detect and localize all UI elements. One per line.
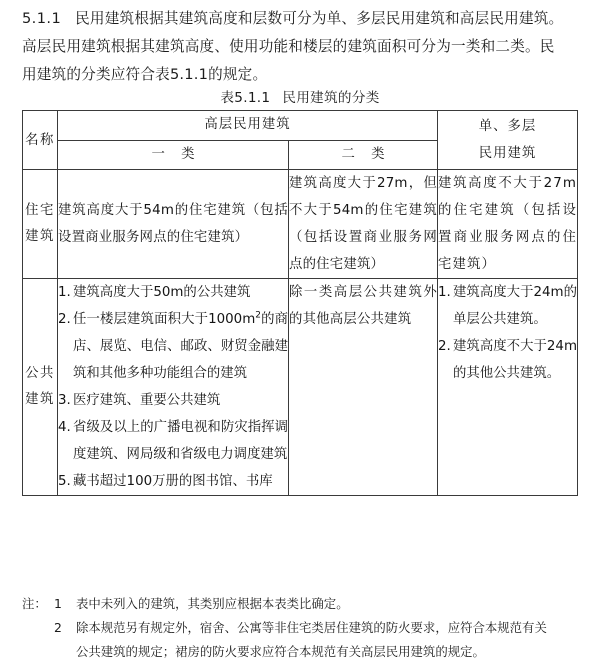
clause-number: 5.1.1: [22, 10, 62, 27]
cell-public-class-two-text: 除一类高层公共建筑外的其他高层公共建筑: [289, 285, 437, 327]
clause-text-2: 高层民用建筑根据其建筑高度、使用功能和楼层的建筑面积可分为一类和二类。民: [22, 38, 555, 55]
header-highrise: 高层民用建筑: [58, 111, 438, 141]
clause-line-1: [22, 6, 578, 32]
header-class-one: 一 类: [58, 140, 289, 170]
note-text-2-line2: 公共建筑的规定；裙房的防火要求应符合本规范有关高层民用建筑的规定。: [76, 644, 485, 659]
note-item-1: [22, 592, 578, 616]
cell-public-class-one: [58, 279, 289, 496]
classification-table: [22, 110, 578, 496]
header-lowrise-line1: 单、多层: [478, 119, 537, 134]
header-lowrise: [438, 111, 578, 170]
header-name: 名称: [23, 111, 58, 170]
row-name-residential-line1: 住宅: [25, 203, 55, 218]
note-index-2: 2: [54, 620, 62, 635]
cell-residential-class-one: [58, 170, 289, 279]
cell-residential-class-two: [289, 170, 438, 279]
list-item: 2. 任一楼层建筑面积大于$1000m^2$的商店、展览、电信、邮政、财贸金融建筑和其他多种功能组合的建筑: [58, 310, 289, 381]
classification-table-wrapper: [22, 110, 578, 496]
cell-residential-lowrise: [438, 170, 578, 279]
notes-label: 注：: [22, 596, 47, 611]
row-name-public-line1: 公共: [25, 366, 55, 381]
list-item: 2. 建筑高度不大于24m的其他公共建筑。: [438, 339, 577, 381]
row-name-residential: [23, 170, 58, 279]
table-header-row-1: [23, 111, 578, 141]
clause-line-2: [22, 34, 578, 60]
cell-residential-lowrise-text: 建筑高度不大于27m的住宅建筑（包括设置商业服务网点的住宅建筑）: [438, 176, 577, 272]
row-name-residential-line2: 建筑: [25, 229, 55, 244]
list-item-text: 医疗建筑、重要公共建筑: [73, 393, 221, 408]
list-item-text: 建筑高度不大于24m的其他公共建筑。: [453, 339, 577, 381]
header-lowrise-line2: 民用建筑: [478, 146, 537, 161]
list-item: 4. 省级及以上的广播电视和防灾指挥调度建筑、网局级和省级电力调度建筑: [58, 420, 288, 462]
row-name-public: [23, 279, 58, 496]
list-item: 5. 藏书超过100万册的图书馆、书库: [58, 474, 273, 489]
clause-text-1: 民用建筑根据其建筑高度和层数可分为单、多层民用建筑和高层民用建筑。: [75, 10, 564, 27]
superscript-two: 2: [255, 310, 261, 321]
table-body: [23, 170, 578, 496]
clause-line-3: [22, 62, 578, 88]
table-notes: [22, 592, 578, 664]
table-row: [23, 170, 578, 279]
header-class-two: 二 类: [289, 140, 438, 170]
note-text-2-line1: 除本规范另有规定外，宿舍、公寓等非住宅类居住建筑的防火要求，应符合本规范有关: [76, 620, 547, 635]
list-item-text: 省级及以上的广播电视和防灾指挥调度建筑、网局级和省级电力调度建筑: [73, 420, 288, 462]
public-lowrise-list: [438, 279, 577, 387]
list-item: 1. 建筑高度大于50m的公共建筑: [58, 285, 251, 300]
table-caption: [0, 86, 600, 106]
table-row: [23, 279, 578, 496]
note-text-2-line2-wrap: [22, 640, 578, 664]
note-index-1: 1: [54, 596, 62, 611]
note-text-1: 表中未列入的建筑，其类别应根据本表类比确定。: [76, 596, 349, 611]
list-item-text: 建筑高度大于50m的公共建筑: [73, 285, 251, 300]
clause-paragraph: [22, 6, 578, 90]
list-item: 3. 医疗建筑、重要公共建筑: [58, 393, 221, 408]
list-item: 1. 建筑高度大于24m的单层公共建筑。: [438, 285, 577, 327]
note-item-2: [22, 616, 578, 640]
public-class-one-list: [58, 279, 288, 495]
list-item-text: 藏书超过100万册的图书馆、书库: [73, 474, 273, 489]
clause-text-3: 用建筑的分类应符合表5.1.1的规定。: [22, 66, 268, 83]
cell-residential-class-one-text: 建筑高度大于54m的住宅建筑（包括设置商业服务网点的住宅建筑）: [58, 203, 288, 245]
list-item-text: 任一楼层建筑面积大于$1000m^2$的商店、展览、电信、邮政、财贸金融建筑和其他多种功能组合的建筑: [73, 310, 289, 381]
table-header: [23, 111, 578, 170]
table-caption-label: 表5.1.1: [220, 90, 271, 106]
list-item-text: 建筑高度大于24m的单层公共建筑。: [453, 285, 577, 327]
cell-public-lowrise: [438, 279, 578, 496]
table-caption-title: 民用建筑的分类: [282, 90, 380, 106]
cell-public-class-two: [289, 279, 438, 496]
row-name-public-line2: 建筑: [25, 392, 55, 407]
cell-residential-class-two-text: 建筑高度大于27m，但不大于54m的住宅建筑（包括设置商业服务网点的住宅建筑）: [289, 176, 437, 272]
